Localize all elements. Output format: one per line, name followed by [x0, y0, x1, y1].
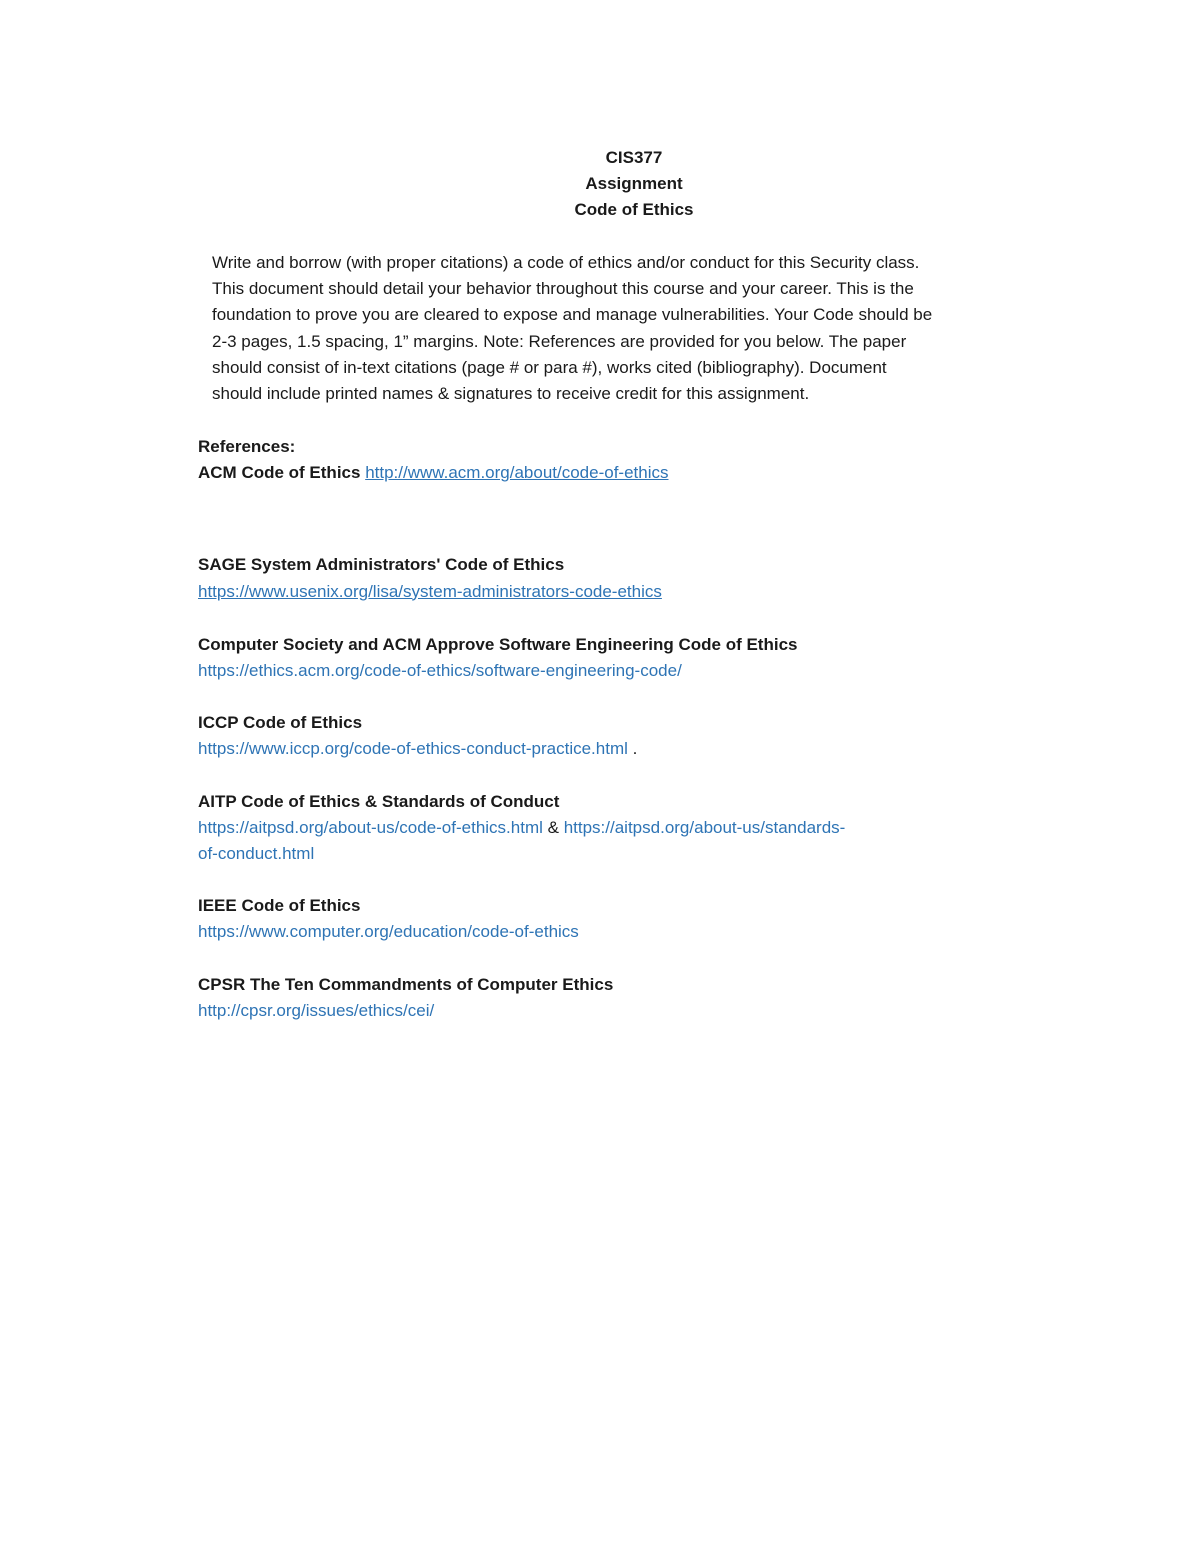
- reference-name: IEEE Code of Ethics: [198, 896, 361, 916]
- intro-line: foundation to prove you are cleared to expose and manage vulnerabilities. Your Code should be: [212, 305, 933, 325]
- aitp-standards-link-cont[interactable]: of-conduct.html: [198, 844, 315, 864]
- aitp-joiner: &: [542, 817, 564, 837]
- reference-cpsr: [198, 972, 1058, 1024]
- se-link[interactable]: https://ethics.acm.org/code-of-ethics/software-engineering-code/: [198, 661, 682, 681]
- cpsr-link[interactable]: http://cpsr.org/issues/ethics/cei/: [198, 1000, 435, 1020]
- document-title: Code of Ethics: [574, 200, 694, 219]
- intro-paragraph: [212, 250, 1072, 407]
- iccp-link[interactable]: https://www.iccp.org/code-of-ethics-conduct-practice.html: [198, 739, 628, 759]
- assignment-label: Assignment: [585, 174, 683, 193]
- sage-link[interactable]: https://www.usenix.org/lisa/system-administrators-code-ethics: [198, 581, 662, 601]
- aitp-ethics-link[interactable]: https://aitpsd.org/about-us/code-of-ethics.html: [198, 817, 543, 837]
- intro-line: should consist of in-text citations (page # or para #), works cited (bibliography). Document: [212, 357, 887, 377]
- intro-line: Write and borrow (with proper citations) a code of ethics and/or conduct for this Security class.: [212, 253, 920, 272]
- acm-link[interactable]: http://www.acm.org/about/code-of-ethics: [365, 463, 669, 483]
- ieee-link[interactable]: https://www.computer.org/education/code-of-ethics: [198, 922, 579, 942]
- reference-name: Computer Society and ACM Approve Software Engineering Code of Ethics: [198, 634, 798, 654]
- intro-line: This document should detail your behavior throughout this course and your career. This is the: [212, 279, 914, 299]
- iccp-trailing-period: .: [627, 739, 638, 759]
- reference-name: ICCP Code of Ethics: [198, 713, 363, 733]
- references-section: [198, 434, 1058, 1024]
- reference-name: ACM Code of Ethics: [198, 463, 361, 483]
- aitp-standards-link[interactable]: https://aitpsd.org/about-us/standards-: [563, 817, 846, 837]
- title-block: [0, 145, 1200, 223]
- reference-name: SAGE System Administrators' Code of Ethics: [198, 555, 565, 575]
- reference-iccp: [198, 710, 1058, 762]
- reference-ieee: [198, 893, 1058, 945]
- reference-name: AITP Code of Ethics & Standards of Conduct: [198, 791, 560, 811]
- reference-sage: [198, 552, 1058, 604]
- references-heading: References:: [198, 437, 296, 456]
- reference-software-engineering: [198, 632, 1058, 684]
- reference-name: CPSR The Ten Commandments of Computer Ethics: [198, 974, 614, 994]
- intro-line: should include printed names & signatures to receive credit for this assignment.: [212, 384, 810, 404]
- reference-aitp: [198, 789, 1058, 868]
- reference-acm: [198, 460, 1058, 486]
- intro-line: 2-3 pages, 1.5 spacing, 1” margins. Note: References are provided for you below. The paper: [212, 331, 907, 351]
- course-code: CIS377: [605, 148, 663, 167]
